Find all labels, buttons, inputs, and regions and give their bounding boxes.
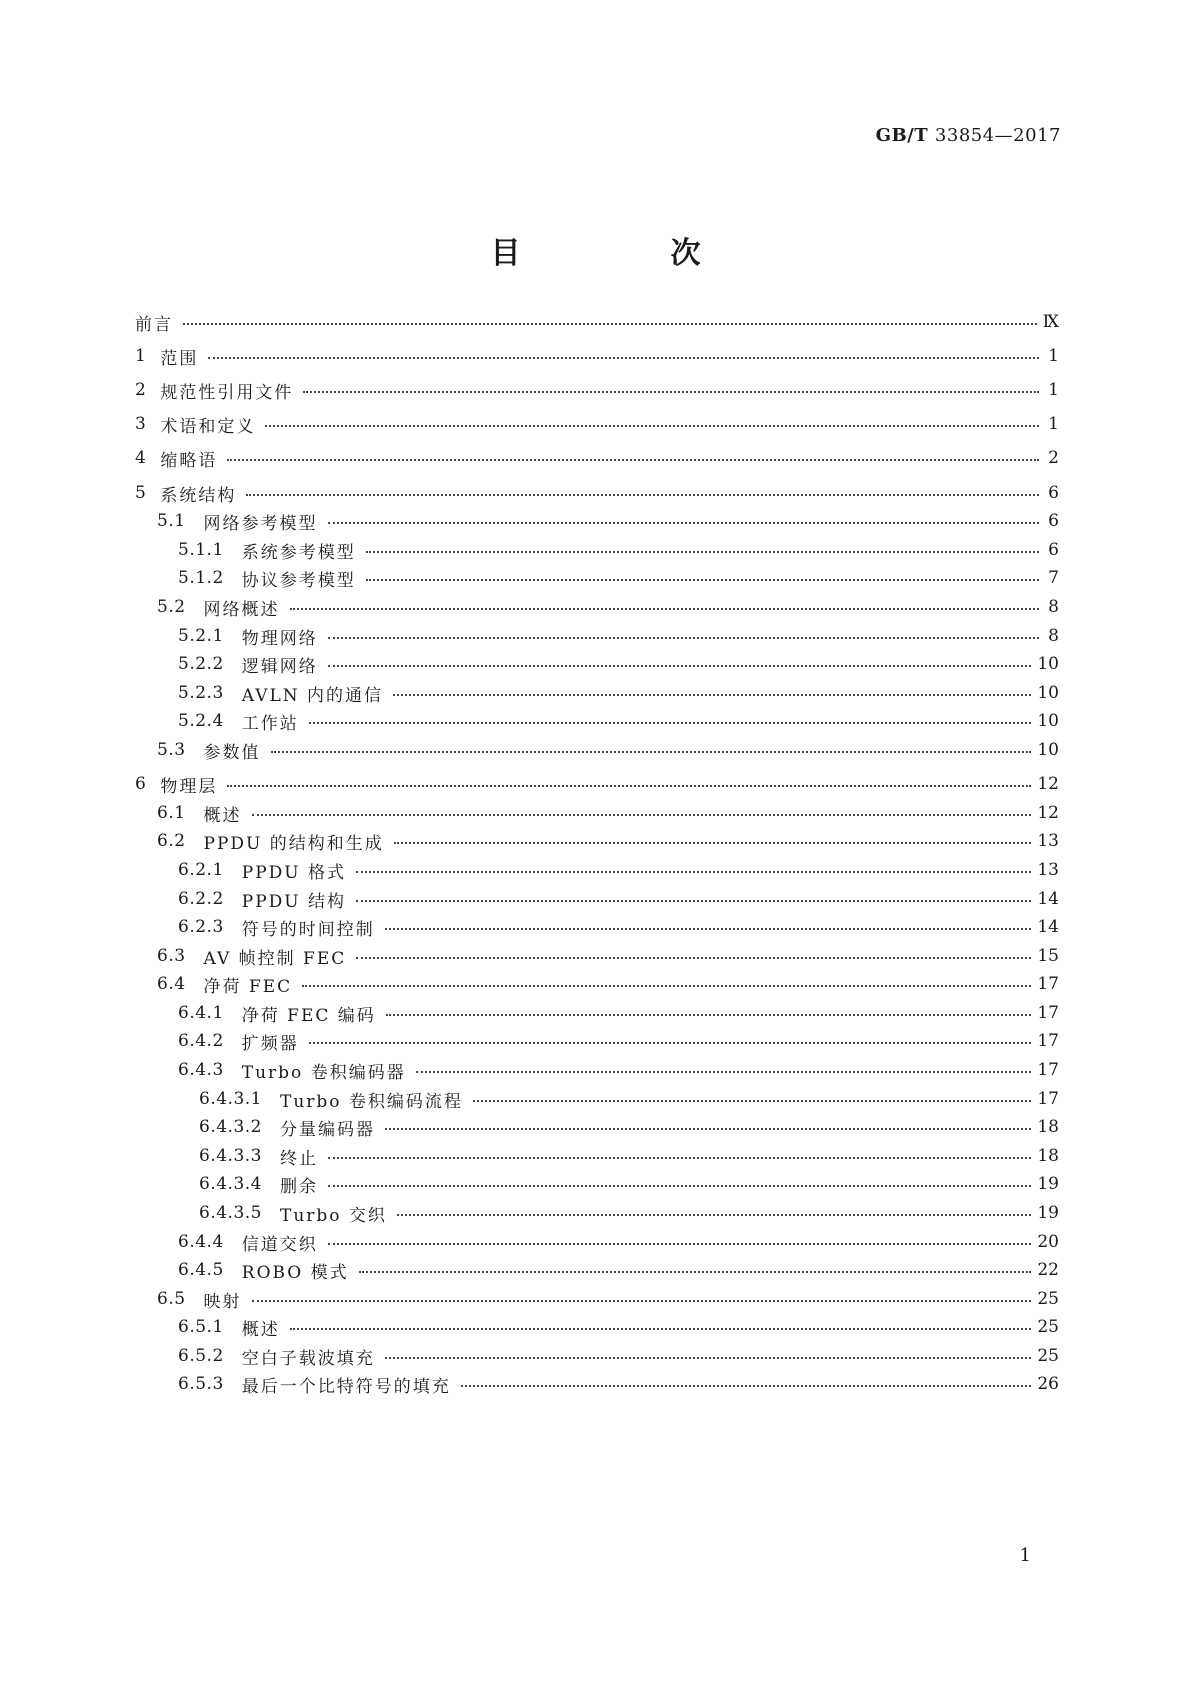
toc-entry-number: 5.1 bbox=[157, 511, 186, 531]
toc-entry-number: 6 bbox=[135, 774, 147, 794]
toc-entry[interactable] bbox=[178, 709, 1059, 733]
dot-leader bbox=[252, 1292, 1032, 1302]
dot-leader bbox=[309, 714, 1032, 724]
toc-entry[interactable] bbox=[157, 509, 1059, 533]
toc-entry-number: 6.1 bbox=[157, 803, 186, 823]
toc-entry-number: 6.5 bbox=[157, 1289, 186, 1309]
toc-entry-number: 6.4.2 bbox=[178, 1031, 224, 1051]
toc-entry-number: 6.4.3.5 bbox=[199, 1203, 262, 1223]
toc-entry-label: 规范性引用文件 bbox=[160, 382, 294, 403]
toc-entry-label: 前言 bbox=[135, 314, 173, 335]
toc-entry[interactable] bbox=[135, 412, 1059, 436]
dot-leader bbox=[246, 486, 1039, 496]
toc-entry-page: 8 bbox=[1048, 626, 1059, 646]
toc-entry-label: 符号的时间控制 bbox=[241, 919, 375, 940]
toc-entry-page: 25 bbox=[1037, 1317, 1059, 1337]
toc-entry[interactable] bbox=[135, 344, 1059, 368]
toc-entry-number: 6.2.1 bbox=[178, 860, 224, 880]
standard-number: 33854—2017 bbox=[934, 125, 1061, 146]
toc-entry-page: 12 bbox=[1037, 774, 1059, 794]
toc-entry-page: 7 bbox=[1048, 568, 1059, 588]
toc-entry[interactable] bbox=[199, 1115, 1059, 1139]
toc-entry-label: Turbo 交织 bbox=[279, 1205, 387, 1226]
toc-entry-label: Turbo 卷积编码器 bbox=[241, 1062, 406, 1083]
toc-entry-page: 6 bbox=[1048, 540, 1059, 560]
toc-entry[interactable] bbox=[157, 738, 1059, 762]
toc-entry-number: 6.4.5 bbox=[178, 1260, 224, 1280]
dot-leader bbox=[366, 571, 1039, 581]
toc-entry-label: 缩略语 bbox=[160, 450, 218, 471]
toc-entry-page: 10 bbox=[1037, 740, 1059, 760]
toc-entry-page: Ⅸ bbox=[1042, 312, 1059, 332]
toc-entry-page: 13 bbox=[1037, 831, 1059, 851]
toc-entry[interactable] bbox=[157, 1287, 1059, 1311]
toc-entry-number: 6.4.3.4 bbox=[199, 1174, 262, 1194]
toc-entry-page: 18 bbox=[1037, 1146, 1059, 1166]
toc-entry-label: 术语和定义 bbox=[160, 416, 256, 437]
dot-leader bbox=[183, 315, 1037, 325]
dot-leader bbox=[302, 977, 1031, 987]
toc-entry-number: 6.4.4 bbox=[178, 1232, 224, 1252]
toc-entry-number: 6.5.3 bbox=[178, 1374, 224, 1394]
toc-entry-number: 5.2 bbox=[157, 597, 186, 617]
dot-leader bbox=[208, 349, 1039, 359]
toc-entry[interactable] bbox=[178, 538, 1059, 562]
dot-leader bbox=[227, 777, 1031, 787]
toc-entry-page: 17 bbox=[1037, 1003, 1059, 1023]
toc-entry-page: 20 bbox=[1037, 1232, 1059, 1252]
toc-entry[interactable] bbox=[178, 652, 1059, 676]
toc-entry[interactable] bbox=[135, 481, 1059, 505]
toc-entry-page: 19 bbox=[1037, 1203, 1059, 1223]
toc-entry[interactable] bbox=[178, 858, 1059, 882]
toc-entry-label: 最后一个比特符号的填充 bbox=[241, 1376, 451, 1397]
toc-entry[interactable] bbox=[157, 944, 1059, 968]
toc-entry-number: 5.2.2 bbox=[178, 654, 224, 674]
toc-entry-number: 6.2.2 bbox=[178, 889, 224, 909]
toc-entry-number: 6.5.1 bbox=[178, 1317, 224, 1337]
toc-entry[interactable] bbox=[178, 887, 1059, 911]
toc-entry-label: 系统结构 bbox=[160, 485, 237, 506]
dot-leader bbox=[328, 1149, 1031, 1159]
dot-leader bbox=[290, 600, 1039, 610]
toc-entry[interactable] bbox=[157, 595, 1059, 619]
dot-leader bbox=[227, 451, 1039, 461]
toc-entry-number: 6.3 bbox=[157, 946, 186, 966]
toc-entry-number: 6.4.1 bbox=[178, 1003, 224, 1023]
dot-leader bbox=[473, 1092, 1031, 1102]
toc-entry-page: 10 bbox=[1037, 711, 1059, 731]
toc-entry-page: 10 bbox=[1037, 654, 1059, 674]
toc-entry[interactable] bbox=[199, 1201, 1059, 1225]
toc-entry-number: 3 bbox=[135, 414, 147, 434]
toc-entry[interactable] bbox=[178, 1029, 1059, 1053]
toc-entry-page: 13 bbox=[1037, 860, 1059, 880]
toc-entry[interactable] bbox=[178, 1230, 1059, 1254]
toc-entry-label: 扩频器 bbox=[241, 1033, 299, 1054]
toc-entry[interactable] bbox=[178, 1315, 1059, 1339]
dot-leader bbox=[386, 1006, 1032, 1016]
toc-entry[interactable] bbox=[178, 566, 1059, 590]
toc-entry-label: 净荷 FEC 编码 bbox=[241, 1005, 376, 1026]
toc-entry-label: 网络概述 bbox=[203, 599, 280, 620]
toc-entry-page: 6 bbox=[1048, 483, 1059, 503]
dot-leader bbox=[366, 543, 1039, 553]
dot-leader bbox=[328, 1235, 1032, 1245]
toc-entry-label: PPDU 格式 bbox=[241, 862, 347, 883]
toc-entry-label: ROBO 模式 bbox=[241, 1262, 349, 1283]
toc-entry-label: PPDU 的结构和生成 bbox=[203, 833, 384, 854]
toc-entry-page: 8 bbox=[1048, 597, 1059, 617]
toc-entry-number: 6.4 bbox=[157, 974, 186, 994]
page-number: 1 bbox=[1019, 1545, 1031, 1566]
toc-entry-number: 6.4.3 bbox=[178, 1060, 224, 1080]
dot-leader bbox=[385, 1120, 1031, 1130]
toc-entry-label: Turbo 卷积编码流程 bbox=[279, 1091, 463, 1112]
dot-leader bbox=[356, 949, 1031, 959]
dot-leader bbox=[356, 892, 1031, 902]
toc-entry-label: 网络参考模型 bbox=[203, 513, 318, 534]
toc-entry-page: 14 bbox=[1037, 917, 1059, 937]
toc-entry-page: 19 bbox=[1037, 1174, 1059, 1194]
toc-entry-number: 6.5.2 bbox=[178, 1346, 224, 1366]
dot-leader bbox=[271, 743, 1032, 753]
dot-leader bbox=[252, 806, 1032, 816]
toc-entry-page: 1 bbox=[1048, 380, 1059, 400]
toc-entry-label: AV 帧控制 FEC bbox=[203, 948, 347, 969]
dot-leader bbox=[290, 1320, 1032, 1330]
toc-entry-label: 信道交织 bbox=[241, 1234, 318, 1255]
toc-entry[interactable] bbox=[157, 972, 1059, 996]
dot-leader bbox=[328, 629, 1039, 639]
toc-entry-page: 10 bbox=[1037, 683, 1059, 703]
dot-leader bbox=[461, 1377, 1032, 1387]
toc-entry-label: 净荷 FEC bbox=[203, 976, 293, 997]
toc-entry-number: 6.4.3.3 bbox=[199, 1146, 262, 1166]
toc-entry-label: 映射 bbox=[203, 1291, 242, 1312]
toc-entry-label: 协议参考模型 bbox=[241, 570, 356, 591]
toc-entry-page: 22 bbox=[1037, 1260, 1059, 1280]
toc-entry-page: 15 bbox=[1037, 946, 1059, 966]
toc-entry-label: 参数值 bbox=[203, 742, 261, 763]
dot-leader bbox=[416, 1063, 1032, 1073]
toc-entry-number: 6.4.3.2 bbox=[199, 1117, 262, 1137]
toc-entry-page: 17 bbox=[1037, 1089, 1059, 1109]
toc-entry-page: 12 bbox=[1037, 803, 1059, 823]
toc-entry-page: 26 bbox=[1037, 1374, 1059, 1394]
toc-entry-page: 25 bbox=[1037, 1289, 1059, 1309]
dot-leader bbox=[356, 863, 1031, 873]
toc-entry-label: 物理网络 bbox=[241, 628, 318, 649]
toc-entry-number: 5.3 bbox=[157, 740, 186, 760]
dot-leader bbox=[303, 383, 1039, 393]
dot-leader bbox=[265, 417, 1039, 427]
toc-entry-page: 17 bbox=[1037, 974, 1059, 994]
toc-entry-page: 17 bbox=[1037, 1031, 1059, 1051]
toc-entry-number: 5.1.1 bbox=[178, 540, 224, 560]
toc-entry-label: 分量编码器 bbox=[279, 1119, 375, 1140]
toc-entry-label: 概述 bbox=[241, 1319, 280, 1340]
toc-entry-page: 6 bbox=[1048, 511, 1059, 531]
toc-entry[interactable] bbox=[135, 310, 1059, 334]
dot-leader bbox=[328, 1177, 1031, 1187]
toc-entry-page: 14 bbox=[1037, 889, 1059, 909]
toc-entry-page: 1 bbox=[1048, 346, 1059, 366]
toc-entry[interactable] bbox=[178, 915, 1059, 939]
toc-entry[interactable] bbox=[178, 1258, 1059, 1282]
toc-entry-page: 17 bbox=[1037, 1060, 1059, 1080]
toc-entry-label: 物理层 bbox=[160, 776, 218, 797]
dot-leader bbox=[394, 834, 1032, 844]
toc-entry-label: 工作站 bbox=[241, 713, 299, 734]
toc-entry-page: 2 bbox=[1048, 448, 1059, 468]
toc-entry-label: 范围 bbox=[160, 348, 199, 369]
toc-entry-number: 1 bbox=[135, 346, 147, 366]
toc-entry[interactable] bbox=[157, 829, 1059, 853]
dot-leader bbox=[393, 686, 1031, 696]
dot-leader bbox=[328, 514, 1039, 524]
toc-entry-number: 6.2 bbox=[157, 831, 186, 851]
toc-entry[interactable] bbox=[135, 772, 1059, 796]
toc-entry[interactable] bbox=[135, 378, 1059, 402]
toc-entry-number: 5.2.3 bbox=[178, 683, 224, 703]
toc-entry-label: 系统参考模型 bbox=[241, 542, 356, 563]
toc-entry-number: 6.2.3 bbox=[178, 917, 224, 937]
toc-entry[interactable] bbox=[178, 681, 1059, 705]
toc-entry-label: 逻辑网络 bbox=[241, 656, 318, 677]
dot-leader bbox=[328, 657, 1032, 667]
dot-leader bbox=[359, 1263, 1032, 1273]
toc-entry-number: 5.2.4 bbox=[178, 711, 224, 731]
dot-leader bbox=[385, 1349, 1032, 1359]
toc-entry-label: AVLN 内的通信 bbox=[241, 685, 384, 706]
toc-entry-label: PPDU 结构 bbox=[241, 891, 347, 912]
toc-entry-page: 18 bbox=[1037, 1117, 1059, 1137]
page-title: 目 次 bbox=[490, 236, 761, 271]
toc-entry-label: 终止 bbox=[279, 1148, 318, 1169]
toc-entry-label: 删余 bbox=[279, 1176, 318, 1197]
toc-entry[interactable] bbox=[178, 624, 1059, 648]
toc-entry-page: 25 bbox=[1037, 1346, 1059, 1366]
standard-prefix: GB/T bbox=[875, 125, 929, 146]
toc-entry[interactable] bbox=[135, 446, 1059, 470]
toc-entry-label: 概述 bbox=[203, 805, 242, 826]
dot-leader bbox=[397, 1206, 1031, 1216]
toc-entry[interactable] bbox=[178, 1344, 1059, 1368]
toc-entry-number: 2 bbox=[135, 380, 147, 400]
toc-entry-number: 5.2.1 bbox=[178, 626, 224, 646]
toc-entry-number: 5.1.2 bbox=[178, 568, 224, 588]
toc-entry[interactable] bbox=[178, 1001, 1059, 1025]
toc-entry[interactable] bbox=[157, 801, 1059, 825]
toc-entry[interactable] bbox=[199, 1172, 1059, 1196]
toc-entry-label: 空白子载波填充 bbox=[241, 1348, 375, 1369]
dot-leader bbox=[385, 920, 1032, 930]
toc-entry[interactable] bbox=[178, 1372, 1059, 1396]
toc-entry[interactable] bbox=[178, 1058, 1059, 1082]
toc-entry-number: 6.4.3.1 bbox=[199, 1089, 262, 1109]
toc-entry[interactable] bbox=[199, 1144, 1059, 1168]
toc-entry-page: 1 bbox=[1048, 414, 1059, 434]
toc-entry-number: 4 bbox=[135, 448, 147, 468]
toc-entry[interactable] bbox=[199, 1087, 1059, 1111]
toc-entry-number: 5 bbox=[135, 483, 147, 503]
dot-leader bbox=[309, 1034, 1032, 1044]
